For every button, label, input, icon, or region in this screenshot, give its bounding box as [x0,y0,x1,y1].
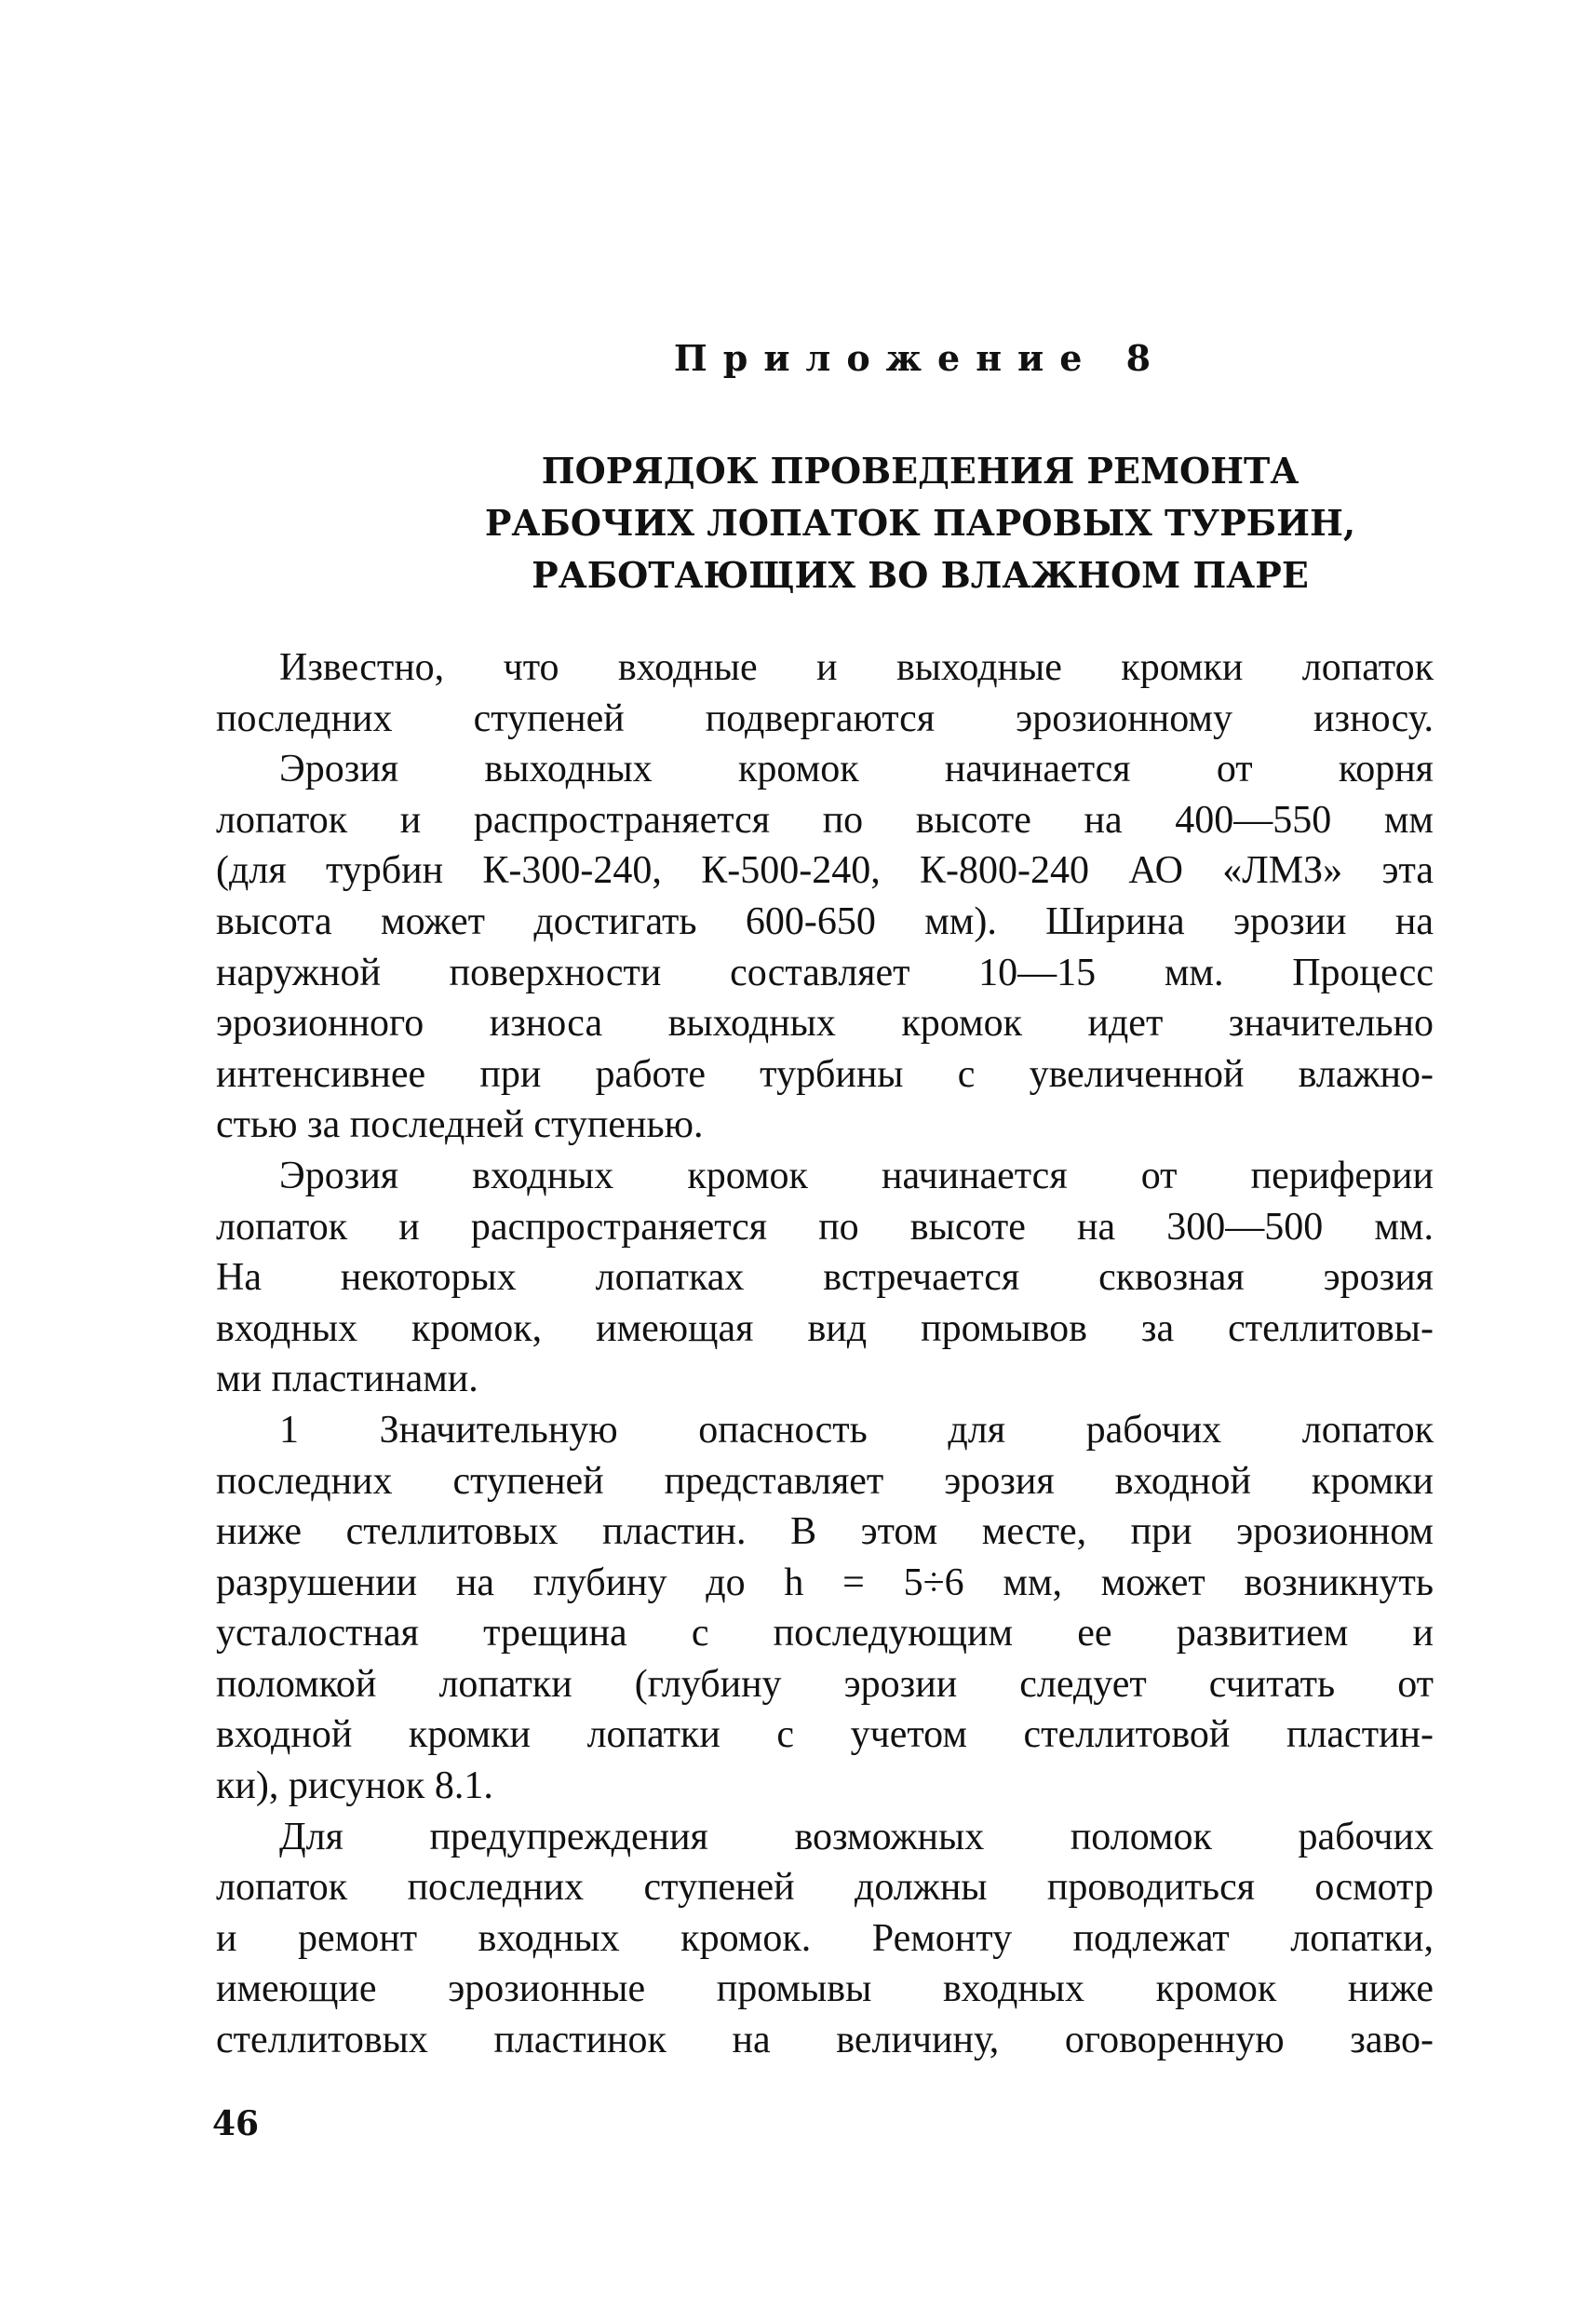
paragraph [216,744,1434,1151]
text-line: эрозионного износа выходных кромок идет значительно [216,1002,1434,1046]
text-line: (для турбин К-300-240, К-500-240, К-800-240 АО «ЛМЗ» эта [216,849,1434,893]
text-line: наружной поверхности составляет 10—15 мм. Процесс [216,951,1434,994]
text-line: ниже стеллитовых пластин. В этом месте, при эрозионном [216,1510,1434,1554]
text-line: входных кромок, имеющая вид промывов за стеллитовы- [216,1306,1434,1350]
paragraph [216,1151,1434,1405]
title-line: ПОРЯДОК ПРОВЕДЕНИЯ РЕМОНТА [541,450,1299,492]
paragraph [216,642,1434,744]
text-line: 1 Значительную опасность для рабочих лопаток [279,1408,1434,1452]
text-line: разрушении на глубину до h = 5÷6 мм, может возникнуть [216,1561,1434,1604]
title-line: РАБОЧИХ ЛОПАТОК ПАРОВЫХ ТУРБИН, [484,502,1356,544]
text-line: последних ступеней подвергаются эрозионному износу. [216,696,1434,740]
text-line: высота может достигать 600-650 мм). Ширина эрозии на [216,899,1434,943]
text-line: Эрозия выходных кромок начинается от корня [279,748,1434,791]
page-title [0,445,1589,601]
text-line: ми пластинами. [216,1358,478,1401]
text-line: поломкой лопатки (глубину эрозии следует считать от [216,1662,1434,1706]
text-line: лопаток и распространяется по высоте на 300—500 мм. [216,1205,1434,1249]
text-line: ки), рисунок 8.1. [216,1764,493,1808]
page-number: 46 [212,2104,260,2143]
appendix-label: Приложение 8 [673,337,1167,379]
text-line: лопаток и распространяется по высоте на 400—550 мм [216,798,1434,842]
text-line: Эрозия входных кромок начинается от периферии [279,1154,1434,1197]
title-line: РАБОТАЮЩИХ ВО ВЛАЖНОМ ПАРЕ [532,554,1309,596]
text-line: лопаток последних ступеней должны проводиться осмотр [216,1866,1434,1910]
text-line: стью за последней ступенью. [216,1103,704,1147]
text-line: последних ступеней представляет эрозия входной кромки [216,1459,1434,1503]
text-line: стеллитовых пластинок на величину, оговоренную заво- [216,2019,1434,2062]
paragraph [216,1812,1434,2066]
text-line: На некоторых лопатках встречается сквозная эрозия [216,1256,1434,1300]
text-line: имеющие эрозионные промывы входных кромок ниже [216,1967,1434,2011]
text-line: Известно, что входные и выходные кромки лопаток [279,646,1434,689]
body-text [216,642,1434,2066]
text-line: и ремонт входных кромок. Ремонту подлежат лопатки, [216,1916,1434,1960]
text-line: Для предупреждения возможных поломок рабочих [279,1815,1434,1858]
text-line: входной кромки лопатки с учетом стеллитовой пластин- [216,1713,1434,1757]
text-line: интенсивнее при работе турбины с увеличенной влажно- [216,1052,1434,1096]
paragraph [216,1405,1434,1812]
text-line: усталостная трещина с последующим ее развитием и [216,1612,1434,1655]
